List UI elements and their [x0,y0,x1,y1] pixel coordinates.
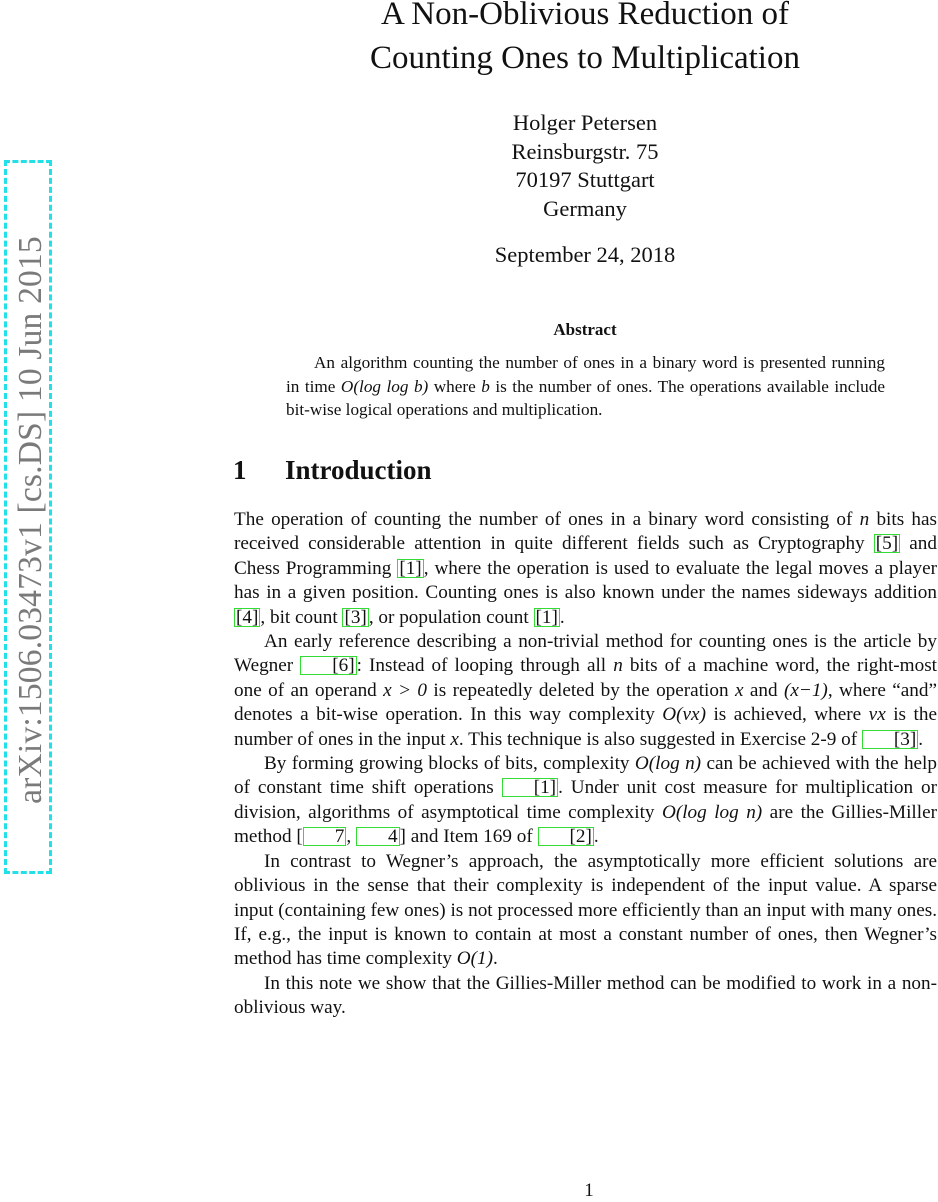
citation-link[interactable]: [1] [502,778,558,797]
section-heading [233,455,432,486]
text: By forming growing blocks of bits, complexity [264,753,635,775]
section-number: 1 [233,455,247,485]
text: and [743,679,784,701]
text: is the number of ones in the input [234,704,937,750]
math: O(log log b) [340,376,429,396]
paragraph-2 [234,630,937,752]
section-title: Introduction [285,455,432,485]
citation-link[interactable]: [3] [344,606,367,628]
text: , where the operation is used to evaluate the legal moves a player has in a given position. Counting ones is also known under the names sideways addition [234,557,937,604]
abstract-text: where [428,376,482,396]
text: bits has received considerable attention in quite different fields such as Cryptography [234,509,937,555]
text: In contrast to Wegner’s approach, the asymptotically more efficient solutions are oblivious in the sense that their complexity is independent of the input value. A sparse input (containing few ones) is not processed more efficiently than an input with many ones. If, e.g., the input is known to contain at most a constant number of ones, then Wegner’s method has time complexity [234,850,937,970]
text: bits of a machine word, the right-most one of an operand [234,655,937,701]
author-block [450,109,720,223]
arxiv-stamp-frame [4,160,52,874]
text: . Under unit cost measure for multiplication or division, algorithms of asymptotical time complexity [234,777,937,823]
text: and Chess Programming [234,533,937,579]
text: are the Gillies-Miller method [ [234,801,937,848]
paragraph-3 [234,752,937,850]
text: . [593,826,599,848]
text: is repeatedly deleted by the operation [427,679,735,701]
math: O(νx) [662,704,706,726]
citation-link[interactable]: [1] [399,557,422,579]
math: x > 0 [383,679,428,701]
citation-link[interactable]: [5] [875,533,899,555]
text: , bit count [260,606,343,628]
citation-link[interactable]: [3] [862,730,918,749]
text: In this note we show that the Gillies-Miller method can be modified to work in a non-oblivious way. [234,972,937,1019]
math: νx [868,704,886,726]
text: , where “and” denotes a bit-wise operation. In this way complexity [234,679,937,726]
citation-link[interactable]: [6] [300,656,356,675]
author-country: Germany [543,195,627,221]
citation-link[interactable]: [4] [236,606,259,628]
text: , [346,826,356,848]
text: can be achieved with the help of constant time shift operations [234,753,937,799]
math: n [613,655,623,677]
text: : Instead of looping through all [356,655,614,677]
author-city: 70197 Stuttgart [515,167,655,192]
math: O(1) [456,948,493,970]
text: is achieved, where [705,704,869,726]
citation-link[interactable]: 4 [356,827,400,846]
author-street: Reinsburgstr. 75 [511,138,659,164]
paragraph-4 [234,850,937,972]
math: b [481,376,490,396]
citation-link[interactable]: 7 [303,827,347,846]
text: . This technique is also suggested in Exercise 2-9 of [458,728,862,750]
section-body [234,508,937,1021]
paper-date: September 24, 2018 [494,242,676,267]
math: O(log log n) [661,801,763,823]
text: The operation of counting the number of ones in a binary word consisting of [234,509,860,530]
abstract-body [286,351,885,422]
author-name: Holger Petersen [512,110,658,135]
paper-title [300,0,870,80]
arxiv-stamp: arXiv:1506.03473v1 [cs.DS] 10 Jun 2015 [12,236,49,804]
paragraph-1 [234,508,937,630]
title-line-1: A Non-Oblivious Reduction of [381,0,789,32]
abstract-text: An algorithm counting the number of ones in a binary word is presented running in time [286,353,885,396]
math: O(log n) [634,753,702,775]
page-number: 1 [584,1180,594,1201]
paragraph-5 [234,972,937,1021]
citation-link[interactable]: [1] [535,606,558,628]
math: n [859,509,870,530]
math: (x−1) [783,679,828,701]
text: , or population count [368,606,534,628]
abstract-text: is the number of ones. The operations available include bit-wise logical operations and multiplication. [286,376,885,419]
text: . [559,606,565,628]
text: An early reference describing a non-trivial method for counting ones is the article by Wegner [234,631,937,677]
title-line-2: Counting Ones to Multiplication [370,40,800,76]
text: . [918,728,924,750]
math: x [450,728,459,750]
abstract-heading: Abstract [553,320,617,339]
citation-link[interactable]: [2] [538,827,594,846]
text: . [492,948,498,970]
text: ] and Item 169 of [399,826,538,848]
math: x [734,679,744,701]
